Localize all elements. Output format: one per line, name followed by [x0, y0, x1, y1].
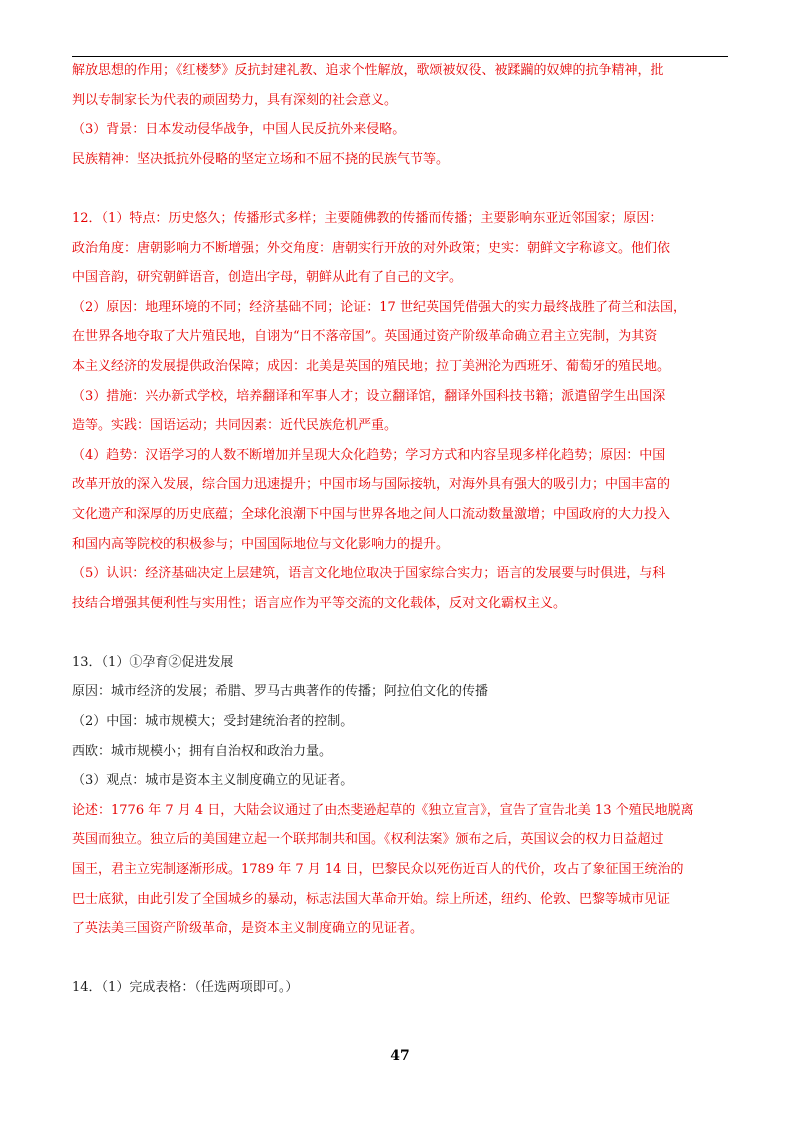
text-line: （3）措施：兴办新式学校，培养翻译和军事人才；设立翻译馆，翻译外国科技书籍；派遣留学生出国深 [72, 388, 666, 404]
text-line: 国王，君主立宪制逐渐形成。1789 年 7 月 14 日，巴黎民众以死伤近百人的代价，攻占了象征国王统治的 [72, 862, 684, 878]
text-line: 解放思想的作用；《红楼梦》反抗封建礼教、追求个性解放，歌颂被奴役、被蹂躏的奴婢的抗争精神，批 [72, 63, 664, 78]
text-line: （2）原因：地理环境的不同；经济基础不同；论证：17 世纪英国凭借强大的实力最终战胜了荷兰和法国， [72, 299, 686, 315]
text-line: 和国内高等院校的积极参与；中国国际地位与文化影响力的提升。 [72, 536, 450, 552]
text-line: 判以专制家长为代表的顽固势力，具有深刻的社会意义。 [72, 92, 398, 108]
text-line: 了英法美三国资产阶级革命，是资本主义制度确立的见证者。 [72, 921, 424, 937]
text-line: 中国音韵，研究朝鲜语音，创造出字母，朝鲜从此有了自己的文字。 [72, 270, 463, 286]
text-line: （2）中国：城市规模大；受封建统治者的控制。 [72, 714, 354, 730]
text-line: 论述：1776 年 7 月 4 日，大陆会议通过了由杰斐逊起草的《独立宣言》，宣告了宣告北美 13 个殖民地脱离 [72, 802, 694, 818]
text-line: 本主义经济的发展提供政治保障；成因：北美是英国的殖民地；拉丁美洲沦为西班牙、葡萄牙的殖民地。 [72, 358, 671, 374]
text-line: （4）趋势：汉语学习的人数不断增加并呈现大众化趋势；学习方式和内容呈现多样化趋势；原因：中国 [72, 447, 666, 463]
paragraph-gap [72, 950, 732, 980]
text-line: 英国而独立。独立后的美国建立起一个联邦制共和国。《权利法案》颁布之后，英国议会的权力日益超过 [72, 832, 664, 848]
text-line: 改革开放的深入发展，综合国力迅速提升；中国市场与国际接轨，对海外具有强大的吸引力；中国丰富的 [72, 477, 671, 493]
text-line: 民族精神：坚决抵抗外侵略的坚定立场和不屈不挠的民族气节等。 [72, 151, 450, 167]
text-line: 西欧：城市规模小；拥有自治权和政治力量。 [72, 743, 333, 759]
text-line: 巴士底狱，由此引发了全国城乡的暴动，标志法国大革命开始。综上所述，纽约、伦敦、巴黎等城市见证 [72, 891, 671, 907]
text-line: 在世界各地夺取了大片殖民地，自诩为“日不落帝国”。英国通过资产阶级革命确立君主立宪制，为其资 [72, 329, 658, 345]
text-line: 技结合增强其便利性与实用性；语言应作为平等交流的文化载体，反对文化霸权主义。 [72, 595, 567, 611]
text-line: （5）认识：经济基础决定上层建筑，语言文化地位取决于国家综合实力；语言的发展要与时俱进，与科 [72, 566, 666, 582]
paragraph-gap [72, 180, 732, 210]
text-line: （3）背景：日本发动侵华战争，中国人民反抗外来侵略。 [72, 122, 406, 138]
text-line: 文化遗产和深厚的历史底蕴；全球化浪潮下中国与世界各地之间人口流动数量激增；中国政府的大力投入 [72, 506, 671, 522]
text-line: 原因：城市经济的发展；希腊、罗马古典著作的传播；阿拉伯文化的传播 [72, 684, 489, 700]
header-rule [72, 56, 728, 57]
text-line: 政治角度：唐朝影响力不断增强；外交角度：唐朝实行开放的对外政策；史实：朝鲜文字称谚文。他们依 [72, 240, 671, 256]
text-line: 12．（1）特点：历史悠久；传播形式多样；主要随佛教的传播而传播；主要影响东亚近邻国家；原因： [72, 210, 663, 226]
text-line: （3）观点：城市是资本主义制度确立的见证者。 [72, 773, 354, 789]
text-line: 14．（1）完成表格：（任选两项即可。） [72, 980, 299, 996]
text-line: 13．（1）①孕育②促进发展 [72, 654, 234, 670]
answer-text-block [72, 62, 732, 1009]
text-line: 造等。实践：国语运动；共同因素：近代民族危机严重。 [72, 418, 398, 434]
page-number: 47 [390, 1048, 410, 1064]
paragraph-gap [72, 624, 732, 654]
